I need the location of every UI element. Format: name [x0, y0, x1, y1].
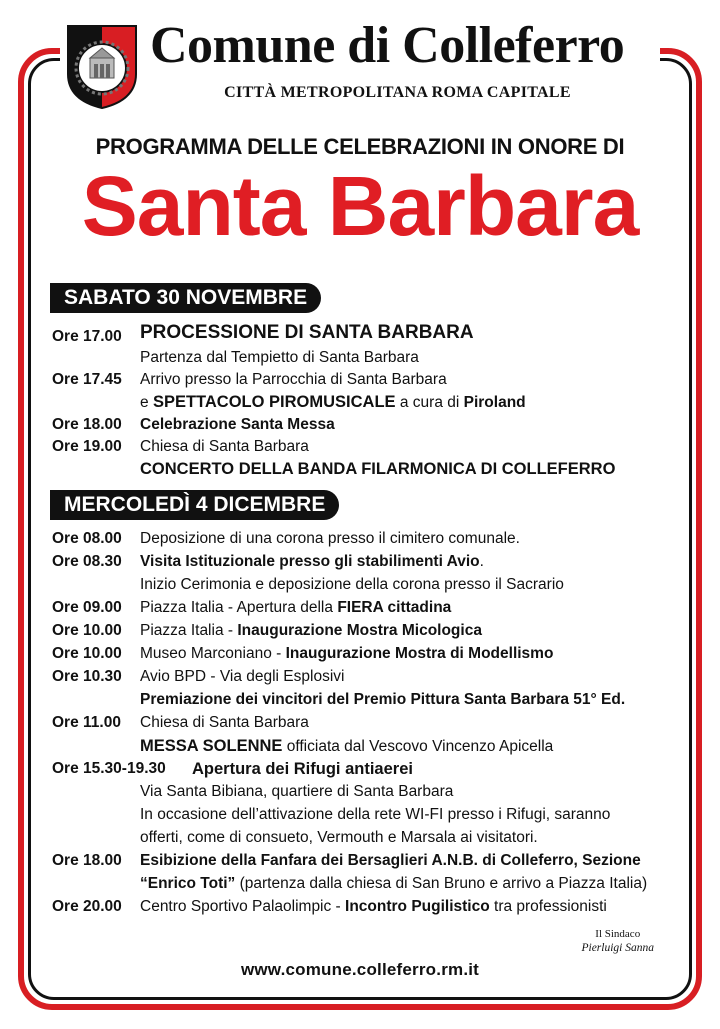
event-punct: . — [479, 553, 484, 570]
event-highlight: Esibizione della Fanfara dei Bersaglieri A.N.B. di Colleferro, Sezione — [140, 852, 641, 869]
signature-role: Il Sindaco — [595, 928, 641, 940]
signature-name: Pierluigi Sanna — [581, 942, 654, 954]
day-banner-wednesday: MERCOLEDÌ 4 DICEMBRE — [50, 490, 339, 520]
event-text — [140, 898, 607, 916]
event-highlight: Premiazione dei vincitori del Premio Pittura Santa Barbara 51° Ed. — [140, 691, 626, 708]
event-time: Ore 19.00 — [52, 438, 122, 455]
mayor-signature — [581, 928, 654, 954]
event-time: Ore 08.00 — [52, 530, 122, 547]
event-highlight: Inaugurazione Mostra Micologica — [237, 622, 482, 639]
event-time: Ore 10.00 — [52, 645, 122, 662]
event-detail — [140, 393, 526, 412]
event-detail-prefix: e — [140, 394, 153, 411]
event-highlight: MESSA SOLENNE — [140, 737, 283, 755]
event-detail: Partenza dal Tempietto di Santa Barbara — [140, 349, 419, 366]
main-title: Santa Barbara — [81, 159, 639, 253]
programme-intro: PROGRAMMA DELLE CELEBRAZIONI IN ONORE DI — [95, 134, 625, 159]
event-title: PROCESSIONE DI SANTA BARBARA — [140, 322, 474, 343]
event-detail — [140, 875, 647, 893]
event-highlight: Apertura dei Rifugi antiaerei — [192, 760, 413, 778]
event-highlight: “Enrico Toti” — [140, 875, 236, 892]
website-link[interactable]: www.comune.colleferro.rm.it — [240, 960, 480, 979]
event-text: Chiesa di Santa Barbara — [140, 714, 309, 731]
event-highlight: Visita Istituzionale presso gli stabilimenti Avio — [140, 553, 480, 570]
event-highlight: SPETTACOLO PIROMUSICALE — [152, 393, 396, 411]
event-text — [140, 645, 553, 663]
town-crest-logo — [64, 22, 140, 110]
event-text-part: Museo Marconiano - — [140, 645, 286, 662]
event-highlight: CONCERTO DELLA BANDA FILARMONICA DI COLLEFERRO — [140, 460, 616, 478]
event-text — [140, 553, 484, 571]
event-text: Arrivo presso la Parrocchia di Santa Barbara — [140, 371, 447, 388]
event-highlight: Incontro Pugilistico — [345, 898, 490, 915]
event-time: Ore 11.00 — [52, 714, 121, 731]
event-text-rest: tra professionisti — [489, 898, 607, 915]
event-detail-mid: a cura di — [395, 394, 464, 411]
event-text — [140, 599, 451, 617]
event-text: Avio BPD - Via degli Esplosivi — [140, 668, 345, 685]
event-text — [140, 622, 482, 640]
town-title: Comune di Colleferro — [150, 17, 625, 74]
event-text-part: Piazza Italia - — [140, 622, 238, 639]
event-time: Ore 18.00 — [52, 416, 122, 433]
event-detail: Via Santa Bibiana, quartiere di Santa Barbara — [140, 783, 454, 800]
event-time: Ore 10.30 — [52, 668, 122, 685]
event-detail: offerti, come di consueto, Vermouth e Marsala ai visitatori. — [140, 829, 538, 846]
event-text-part: Piazza Italia - Apertura della — [140, 599, 338, 616]
event-time: Ore 17.45 — [52, 371, 122, 388]
event-time: Ore 17.00 — [52, 328, 122, 345]
event-detail — [140, 737, 553, 756]
day-banner-saturday: SABATO 30 NOVEMBRE — [50, 283, 321, 313]
event-highlight: FIERA cittadina — [337, 599, 452, 616]
event-highlight: Inaugurazione Mostra di Modellismo — [285, 645, 554, 662]
event-text: Celebrazione Santa Messa — [140, 416, 335, 433]
event-detail-rest: (partenza dalla chiesa di San Bruno e arrivo a Piazza Italia) — [235, 875, 648, 892]
event-time: Ore 10.00 — [52, 622, 122, 639]
event-text: Chiesa di Santa Barbara — [140, 438, 309, 455]
event-time: Ore 18.00 — [52, 852, 122, 869]
event-detail-rest: officiata dal Vescovo Vincenzo Apicella — [282, 738, 554, 755]
event-time: Ore 15.30-19.30 — [52, 760, 166, 777]
event-highlight-organizer: Piroland — [463, 394, 526, 411]
event-time: Ore 20.00 — [52, 898, 122, 915]
event-time: Ore 08.30 — [52, 553, 122, 570]
event-detail: In occasione dell’attivazione della rete WI-FI presso i Rifugi, saranno — [140, 806, 611, 823]
event-text-part: Centro Sportivo Palaolimpic - — [140, 898, 346, 915]
town-subtitle: CITTÀ METROPOLITANA ROMA CAPITALE — [224, 84, 571, 101]
event-text: Deposizione di una corona presso il cimitero comunale. — [140, 530, 520, 547]
event-time: Ore 09.00 — [52, 599, 122, 616]
event-detail: Inizio Cerimonia e deposizione della corona presso il Sacrario — [140, 576, 564, 593]
